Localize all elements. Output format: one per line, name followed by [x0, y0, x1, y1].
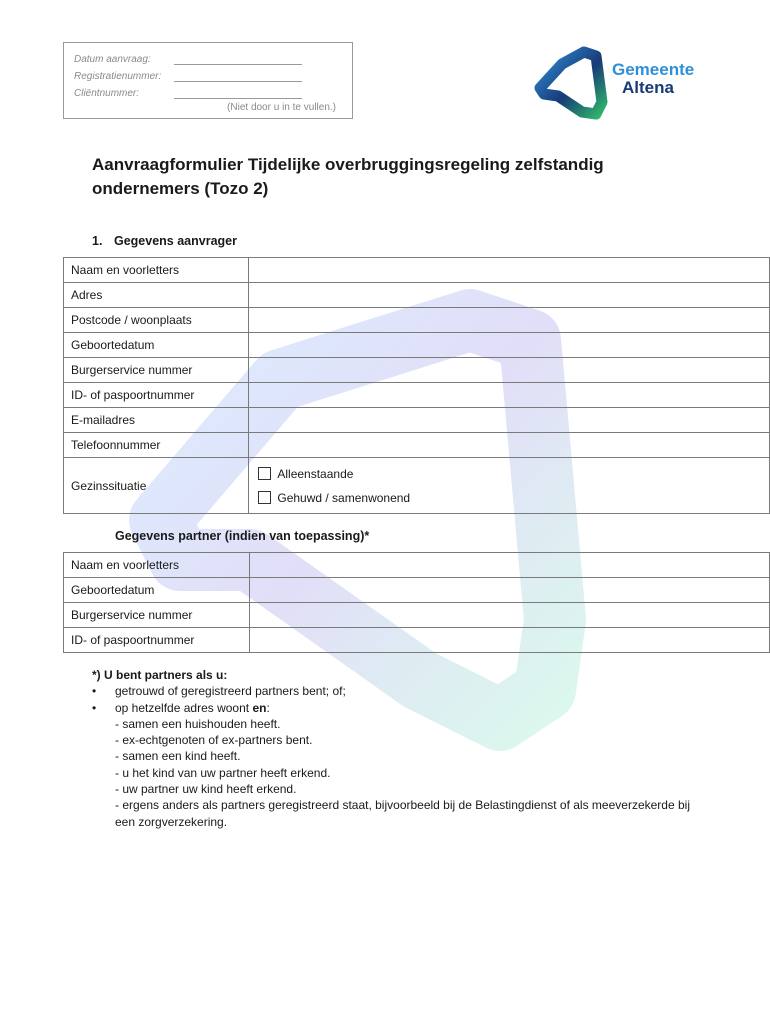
office-note: (Niet door u in te vullen.) — [227, 102, 336, 113]
office-label: Cliëntnummer: — [74, 88, 140, 99]
office-row-registratie — [74, 65, 342, 82]
field-input-postcode[interactable] — [249, 308, 770, 333]
office-row-datum — [74, 48, 342, 65]
sub-item: - samen een huishouden heeft. — [115, 716, 281, 731]
field-input-bsn[interactable] — [249, 358, 770, 383]
list-item — [92, 700, 692, 716]
bullet-glyph: • — [92, 684, 97, 699]
logo-line2: Altena — [622, 78, 674, 97]
table-row — [64, 358, 770, 383]
field-label: Postcode / woonplaats — [64, 308, 249, 333]
page-title: Aanvraagformulier Tijdelijke overbruggingsregeling zelfstandig ondernemers (Tozo 2) — [92, 155, 604, 198]
bullet-glyph: • — [92, 700, 97, 715]
field-label: E-mailadres — [64, 408, 249, 433]
field-input-partner-geboortedatum[interactable] — [249, 578, 769, 603]
table-row — [64, 628, 770, 653]
logo-text — [612, 61, 694, 97]
table-row — [64, 383, 770, 408]
field-label: Naam en voorletters — [64, 258, 249, 283]
field-input-partner-id[interactable] — [249, 628, 769, 653]
table-row — [64, 458, 770, 514]
partner-table — [63, 552, 770, 653]
section-heading-text: Gegevens aanvrager — [114, 234, 237, 248]
option-gehuwd[interactable] — [256, 486, 762, 510]
table-row — [64, 258, 770, 283]
field-label: Naam en voorletters — [64, 553, 250, 578]
table-row — [64, 308, 770, 333]
field-input-naam[interactable] — [249, 258, 770, 283]
table-row — [64, 553, 770, 578]
office-use-box — [63, 42, 353, 119]
option-alleenstaande[interactable] — [256, 462, 762, 486]
office-input-line[interactable] — [174, 71, 302, 82]
gezinssituatie-options — [249, 458, 770, 514]
checkbox-gehuwd[interactable] — [258, 491, 271, 504]
notes-title: *) U bent partners als u: — [92, 668, 228, 682]
field-input-partner-naam[interactable] — [249, 553, 769, 578]
logo-mark-icon — [532, 44, 612, 120]
field-input-adres[interactable] — [249, 283, 770, 308]
partner-notes — [92, 667, 692, 830]
office-label: Registratienummer: — [74, 71, 162, 82]
table-row — [64, 408, 770, 433]
office-row-client — [74, 82, 342, 99]
table-row — [64, 603, 770, 628]
section-heading-partner: Gegevens partner (indien van toepassing)* — [115, 529, 370, 543]
field-label: ID- of paspoortnummer — [64, 628, 250, 653]
sub-item: - uw partner uw kind heeft erkend. — [115, 782, 297, 797]
field-input-id[interactable] — [249, 383, 770, 408]
field-label: Burgerservice nummer — [64, 603, 250, 628]
field-label: Geboortedatum — [64, 333, 249, 358]
field-input-partner-bsn[interactable] — [249, 603, 769, 628]
field-label: Adres — [64, 283, 249, 308]
bullet-text: op hetzelfde adres woont en: — [115, 700, 270, 715]
field-input-telefoon[interactable] — [249, 433, 770, 458]
sub-item: - ex-echtgenoten of ex-partners bent. — [115, 733, 313, 748]
office-label: Datum aanvraag: — [74, 54, 151, 65]
field-label: Burgerservice nummer — [64, 358, 249, 383]
table-row — [64, 578, 770, 603]
table-row — [64, 283, 770, 308]
field-input-email[interactable] — [249, 408, 770, 433]
aanvrager-table — [63, 257, 770, 514]
option-label: Gehuwd / samenwonend — [277, 490, 411, 505]
field-input-geboortedatum[interactable] — [249, 333, 770, 358]
field-label: Geboortedatum — [64, 578, 250, 603]
office-input-line[interactable] — [174, 54, 302, 65]
logo-line1: Gemeente — [612, 60, 695, 79]
office-input-line[interactable] — [174, 88, 302, 99]
field-label: Telefoonnummer — [64, 433, 249, 458]
field-label: Gezinssituatie — [64, 458, 249, 514]
table-row — [64, 433, 770, 458]
option-label: Alleenstaande — [277, 466, 354, 481]
field-label: ID- of paspoortnummer — [64, 383, 249, 408]
section-heading-aanvrager — [92, 234, 237, 248]
table-row — [64, 333, 770, 358]
sub-item: - ergens anders als partners geregistreerd staat, bijvoorbeeld bij de Belastingdienst of als meeverzekerde bij een zorgverzekering. — [115, 798, 690, 829]
bullet-text: getrouwd of geregistreerd partners bent; of; — [115, 684, 346, 699]
sub-item: - u het kind van uw partner heeft erkend. — [115, 765, 331, 780]
section-number: 1. — [92, 234, 103, 248]
list-item — [92, 683, 692, 699]
checkbox-alleenstaande[interactable] — [258, 467, 271, 480]
sub-list — [92, 716, 692, 830]
gemeente-altena-logo — [532, 44, 722, 120]
sub-item: - samen een kind heeft. — [115, 749, 241, 764]
